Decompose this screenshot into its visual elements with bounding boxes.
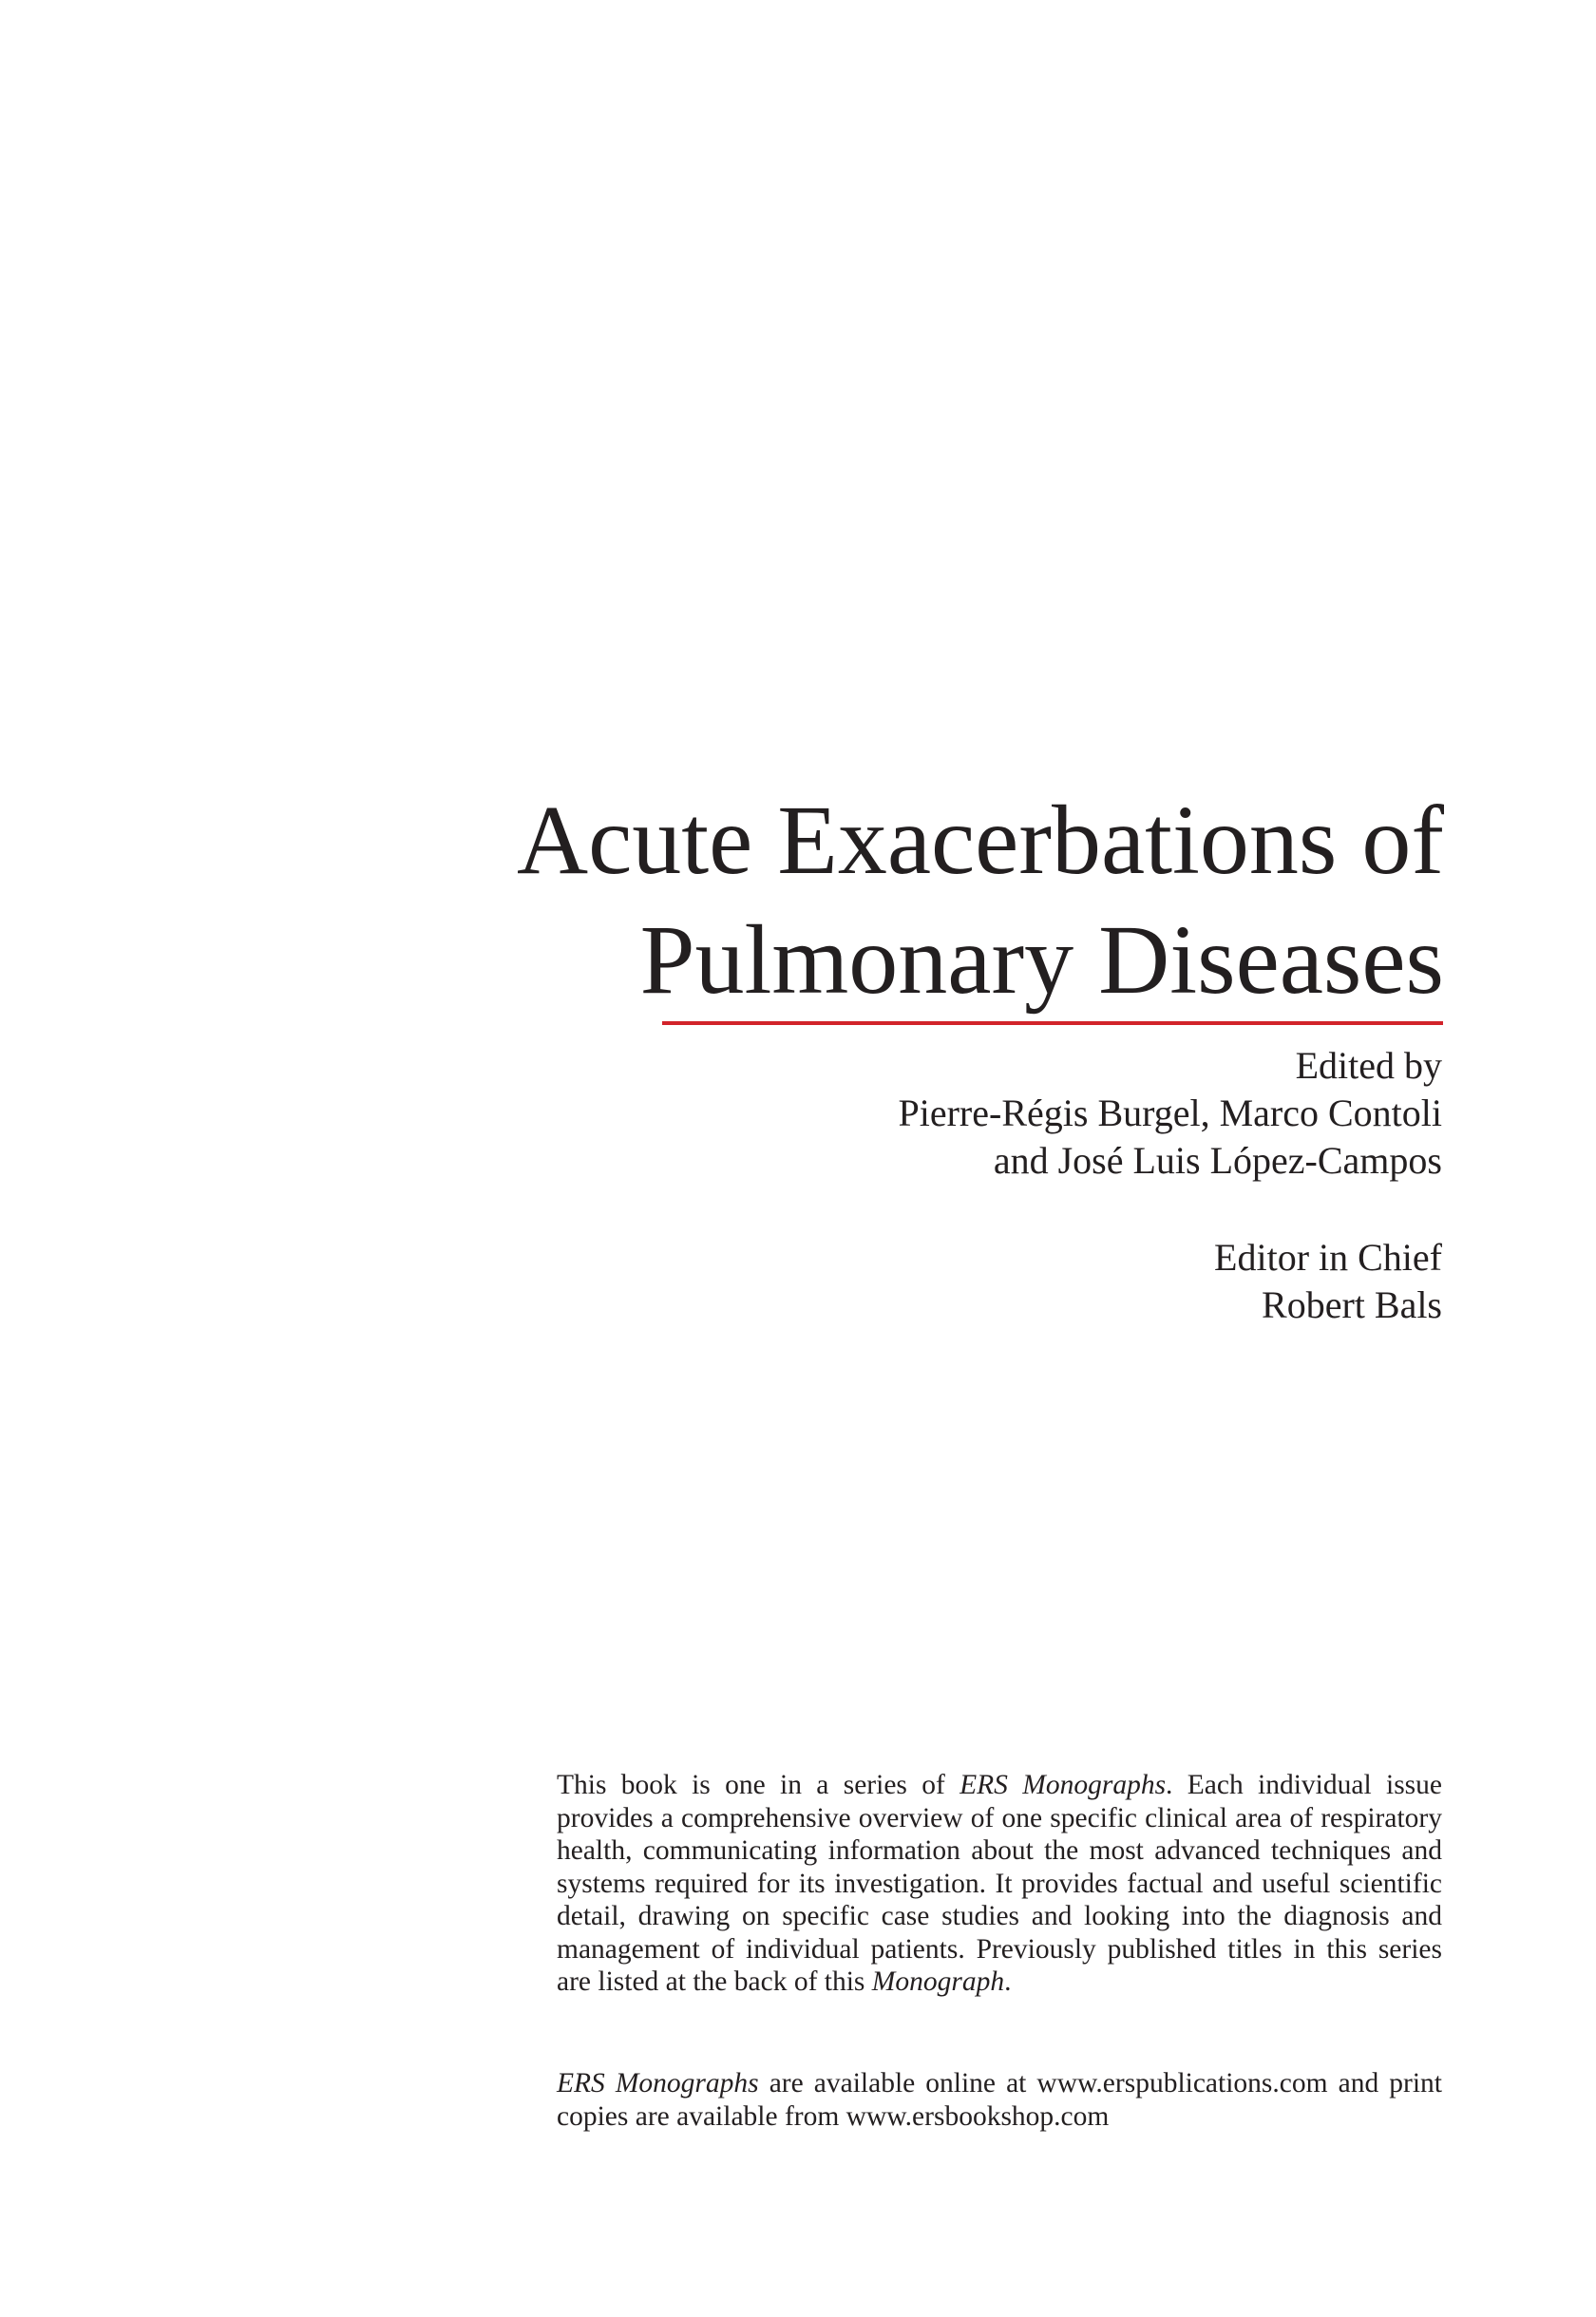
description-text-2: . Each individual issue provides a comprehensive overview of one specific clinical area of respiratory health, communicating information about the most advanced techniques and systems required for its investigation. It provides factual and useful scientific detail, drawing on specific case studies and looking into the diagnosis and management of individual patients. Previously published titles in this series are listed at the back of this: [557, 1770, 1442, 1997]
series-description: [557, 1769, 1442, 1999]
book-title-line-2: Pulmonary Diseases: [639, 905, 1444, 1015]
edited-by-label: Edited by: [1295, 1044, 1442, 1087]
editors-section: [665, 1042, 1442, 1185]
editors-line-1: Pierre-Régis Burgel, Marco Contoli: [898, 1092, 1442, 1134]
availability-text: are available online at www.erspublications.com and print copies are available from www.ersbookshop.com: [557, 2068, 1442, 2132]
editor-in-chief-name: Robert Bals: [1262, 1283, 1442, 1326]
book-title-line-1: Acute Exacerbations of: [516, 786, 1444, 895]
title-divider: [662, 1021, 1443, 1025]
description-monograph-word: Monograph: [871, 1966, 1005, 1997]
editor-in-chief-section: [855, 1234, 1442, 1329]
availability-series-name: ERS Monographs: [557, 2068, 759, 2099]
editors-line-2: and José Luis López-Campos: [993, 1139, 1442, 1182]
editor-in-chief-label: Editor in Chief: [1214, 1236, 1442, 1279]
description-text-3: .: [1004, 1966, 1012, 1997]
availability-note: [557, 2067, 1442, 2133]
book-title: [513, 781, 1444, 1020]
description-series-name: ERS Monographs: [960, 1770, 1167, 1800]
description-text-1: This book is one in a series of: [557, 1770, 960, 1800]
